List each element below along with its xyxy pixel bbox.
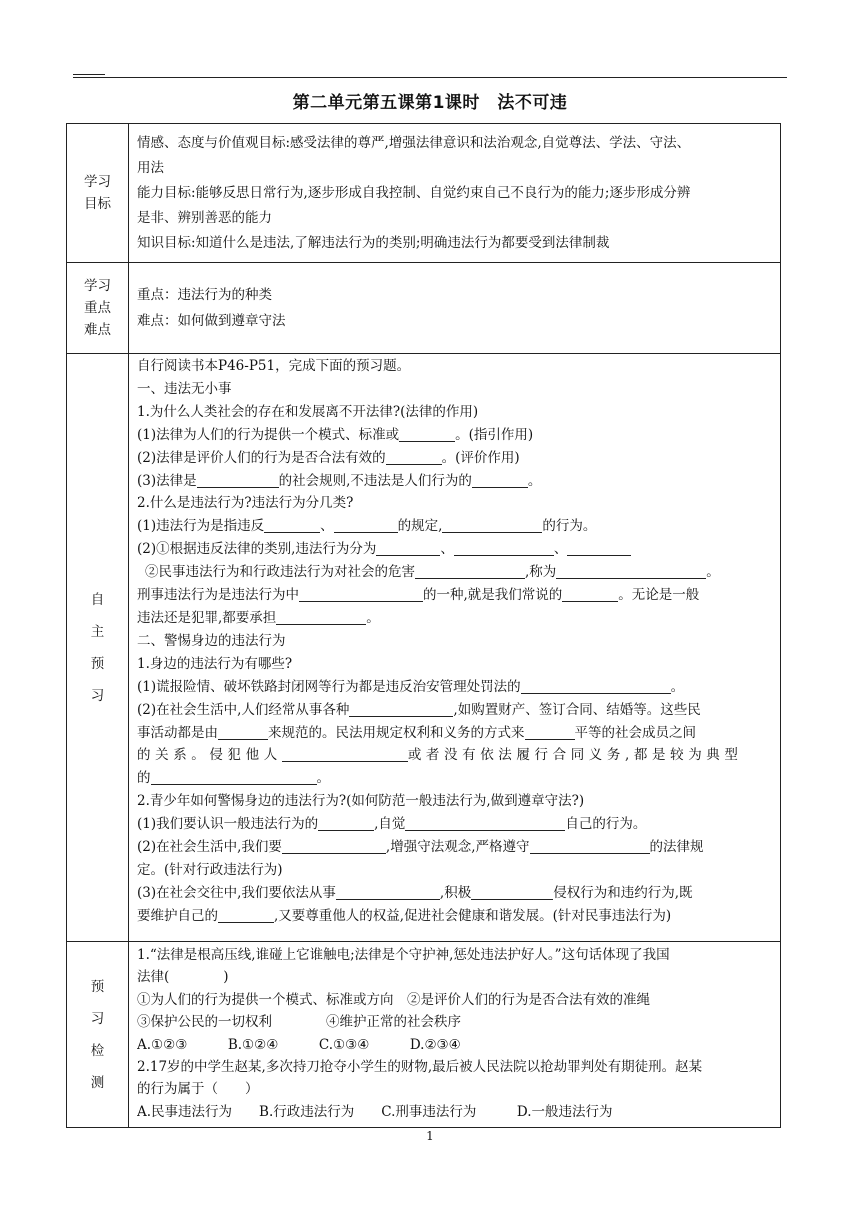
fill-line: (1)违法行为是指违反 、 的规定, 的行为。 <box>137 518 597 535</box>
fill-line: 要维护自己的 ,又要尊重他人的权益,促进社会健康和谐发展。(针对民事违法行为) <box>137 907 672 924</box>
section-heading: 一、违法无小事 <box>137 380 232 397</box>
blank[interactable] <box>525 723 575 740</box>
goal-line: 用法 <box>137 160 164 176</box>
lesson-table <box>66 123 781 1128</box>
blank[interactable] <box>471 883 553 900</box>
quiz-statements: ①为人们的行为提供一个模式、标准或方向 ②是评价人们的行为是否合法有效的准绳 <box>137 991 650 1008</box>
goal-line: 知识目标:知道什么是违法,了解违法行为的类别;明确违法行为都要受到法律制裁 <box>137 235 610 251</box>
fill-line: 的关系。侵犯他人 或者没有依法履行合同义务,都是较为典型 <box>137 747 743 764</box>
blank[interactable] <box>405 814 565 831</box>
blank[interactable] <box>386 448 442 465</box>
page-number: 1 <box>426 1129 434 1143</box>
selfstudy-row <box>67 354 781 942</box>
blank[interactable] <box>299 585 423 602</box>
fill-line: 违法还是犯罪,都要承担 。 <box>137 609 380 626</box>
question: 2.青少年如何警惕身边的违法行为?(如何防范一般违法行为,做到遵章守法?) <box>137 793 585 810</box>
fill-line: ②民事违法行为和行政违法行为对社会的危害 ,称为 。 <box>145 564 720 581</box>
blank[interactable] <box>415 562 525 579</box>
blank[interactable] <box>521 677 671 694</box>
keypoints-row <box>67 263 781 354</box>
fill-line: (3)法律是 的社会规则,不违法是人们行为的 。 <box>137 472 542 489</box>
keypoints-label: 学习 重点 难点 <box>67 263 129 354</box>
selfstudy-content <box>129 354 781 942</box>
selfstudy-label: 自 主 预 习 <box>67 354 129 942</box>
goal-line: 情感、态度与价值观目标:感受法律的尊严,增强法律意识和法治观念,自觉尊法、学法、守法、 <box>137 135 691 151</box>
goals-content <box>129 124 781 263</box>
fill-line: 定。(针对行政违法行为) <box>137 861 283 878</box>
keypoints-content <box>129 263 781 354</box>
blank[interactable] <box>556 562 706 579</box>
fill-line: 刑事违法行为是违法行为中 的一种,就是我们常说的 。无论是一般 <box>137 587 700 604</box>
fill-line: (3)在社会交往中,我们要依法从事 ,积极 侵权行为和违约行为,既 <box>137 884 693 901</box>
page-title: 第二单元第五课第1课时 法不可违 <box>292 93 568 113</box>
blank[interactable] <box>399 425 455 442</box>
fill-line: (2)在社会生活中,我们要 ,增强守法观念,严格遵守 的法律规 <box>137 839 704 856</box>
blank[interactable] <box>282 745 408 762</box>
blank[interactable] <box>276 608 366 625</box>
quiz-options-1: A.①②③ B.①②④ C.①③④ D.②③④ <box>137 1036 461 1053</box>
blank[interactable] <box>376 539 440 556</box>
goals-label: 学习 目标 <box>67 124 129 263</box>
quiz-statements: ③保护公民的一切权利 ④维护正常的社会秩序 <box>137 1014 461 1031</box>
blank[interactable] <box>442 516 542 533</box>
check-label: 预 习 检 测 <box>67 942 129 1128</box>
fill-line: (1)谎报险情、破坏铁路封闭网等行为都是违反治安管理处罚法的 。 <box>137 678 685 695</box>
fill-line: 事活动都是由 来规范的。民法用规定权利和义务的方式来 平等的社会成员之间 <box>137 724 696 741</box>
fill-line: (1)我们要认识一般违法行为的 ,自觉 自己的行为。 <box>137 816 647 833</box>
fill-line: 的 。 <box>137 770 330 787</box>
check-row <box>67 942 781 1128</box>
blank[interactable] <box>151 768 317 785</box>
blank[interactable] <box>454 539 554 556</box>
question: 1.为什么人类社会的存在和发展离不开法律?(法律的作用) <box>137 403 479 420</box>
blank[interactable] <box>334 516 398 533</box>
quiz-question-1: 1.“法律是根高压线,谁碰上它谁触电;法律是个守护神,惩处违法护好人。”这句话体现了我国 <box>137 947 670 963</box>
blank[interactable] <box>318 814 374 831</box>
fill-line: (1)法律为人们的行为提供一个模式、标准或 。(指引作用) <box>137 426 534 443</box>
question: 1.身边的违法行为有哪些? <box>137 655 293 672</box>
question: 2.什么是违法行为?违法行为分几类? <box>137 495 354 512</box>
header-rule-short <box>73 74 105 75</box>
blank[interactable] <box>282 837 386 854</box>
fill-line: (2)①根据违反法律的类别,违法行为分为 、 、 <box>137 538 772 561</box>
blank[interactable] <box>218 906 274 923</box>
goal-line: 能力目标:能够反思日常行为,逐步形成自我控制、自觉约束自己不良行为的能力;逐步形成分辨 <box>137 185 691 201</box>
blank[interactable] <box>567 539 631 556</box>
quiz-question-2-cont: 的行为属于（ ） <box>137 1081 259 1098</box>
goals-row <box>67 124 781 263</box>
blank[interactable] <box>218 723 268 740</box>
blank[interactable] <box>197 471 279 488</box>
difficult-point: 难点：如何做到遵章守法 <box>137 313 286 329</box>
check-content <box>129 942 781 1128</box>
key-point: 重点：违法行为的种类 <box>137 287 272 303</box>
blank[interactable] <box>530 837 650 854</box>
blank[interactable] <box>336 883 440 900</box>
goal-line: 是非、辨别善恶的能力 <box>137 210 272 226</box>
quiz-question-2: 2.17岁的中学生赵某,多次持刀抢夺小学生的财物,最后被人民法院以抢劫罪判处有期徒刑。赵某 <box>137 1059 703 1076</box>
quiz-question-1-cont: 法律( ) <box>137 969 229 986</box>
instruction: 自行阅读书本P46-P51，完成下面的预习题。 <box>137 358 411 374</box>
quiz-options-2: A.民事违法行为 B.行政违法行为 C.刑事违法行为 D.一般违法行为 <box>137 1103 613 1120</box>
fill-line: (2)在社会生活中,人们经常从事各种 ,如购置财产、签订合同、结婚等。这些民 <box>137 701 701 718</box>
section-heading: 二、警惕身边的违法行为 <box>137 632 286 649</box>
blank[interactable] <box>562 585 618 602</box>
header-rule <box>73 77 787 78</box>
fill-line: (2)法律是评价人们的行为是否合法有效的 。(评价作用) <box>137 449 520 466</box>
blank[interactable] <box>349 700 453 717</box>
blank[interactable] <box>472 471 528 488</box>
blank[interactable] <box>264 516 320 533</box>
